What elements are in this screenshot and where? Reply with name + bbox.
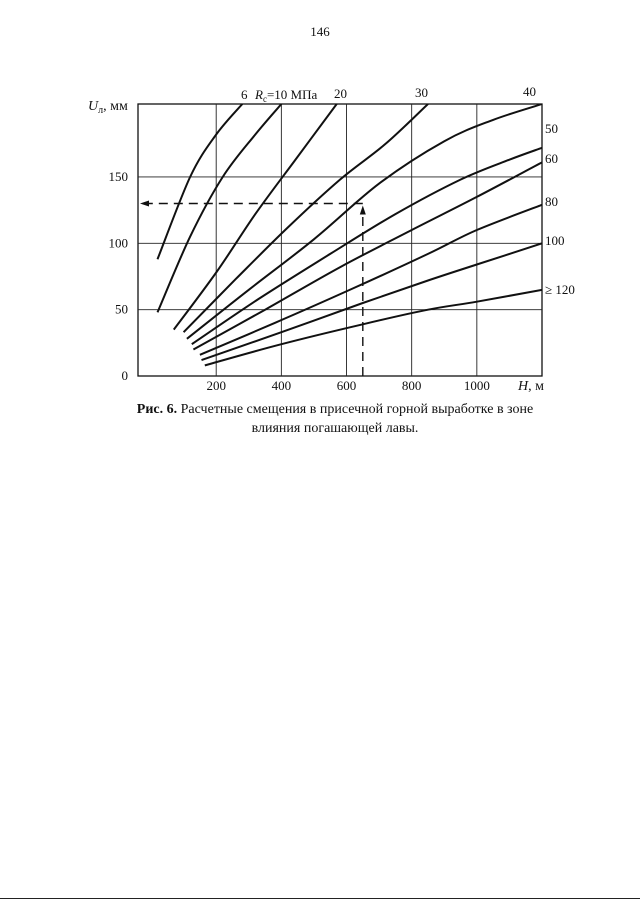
curve-label-6: 6 <box>241 87 248 102</box>
guide-arrowhead-left <box>140 201 149 207</box>
curve-80 <box>200 205 542 355</box>
curve-6 <box>158 104 243 259</box>
bottom-edge-line <box>0 898 640 899</box>
annotation-guide <box>140 201 366 376</box>
y-tick-label-150: 150 <box>108 168 128 184</box>
curve-label-50: 50 <box>545 121 558 136</box>
x-tick-label-200: 200 <box>206 378 226 393</box>
curve-label-30: 30 <box>415 85 428 100</box>
curve-30 <box>184 104 428 332</box>
y-axis-label: $U_л$, мм <box>88 99 128 116</box>
x-tick-label-400: 400 <box>271 378 292 393</box>
x-tick-label-800: 800 <box>401 378 422 393</box>
curve-60 <box>193 162 542 349</box>
curve-label-120: ≥ 120 <box>545 282 575 297</box>
curve-40 <box>187 104 542 339</box>
curve-10 <box>158 104 282 312</box>
x-tick-label-600: 600 <box>336 378 357 393</box>
curve-20 <box>174 104 337 330</box>
grid <box>138 104 542 376</box>
page-number: 146 <box>310 24 330 39</box>
figure-caption <box>120 400 550 438</box>
curve-label-60: 60 <box>545 151 558 166</box>
labels <box>88 84 575 394</box>
x-axis-label: H, м <box>518 379 544 394</box>
caption-text: Расчетные смещения в присечной горной выработке в зоне влияния погашающей лавы. <box>180 402 534 436</box>
curve-label-10: $R_c=10$ МПа <box>255 87 318 104</box>
plot-frame <box>138 104 542 376</box>
guide-arrowhead-up <box>360 206 366 215</box>
curve-label-100: 100 <box>545 233 565 248</box>
curve-label-40: 40 <box>523 84 536 99</box>
curve-label-20: 20 <box>334 86 347 101</box>
caption-label: Рис. 6. <box>136 402 178 417</box>
x-tick-label-1000: 1000 <box>463 378 490 393</box>
curve-label-80: 80 <box>545 194 558 209</box>
y-tick-label-50: 50 <box>115 301 128 317</box>
displacement-chart <box>0 0 640 400</box>
y-tick-label-0: 0 <box>121 368 128 383</box>
y-tick-label-100: 100 <box>108 235 128 251</box>
ticks <box>109 169 490 393</box>
curves <box>158 104 543 365</box>
